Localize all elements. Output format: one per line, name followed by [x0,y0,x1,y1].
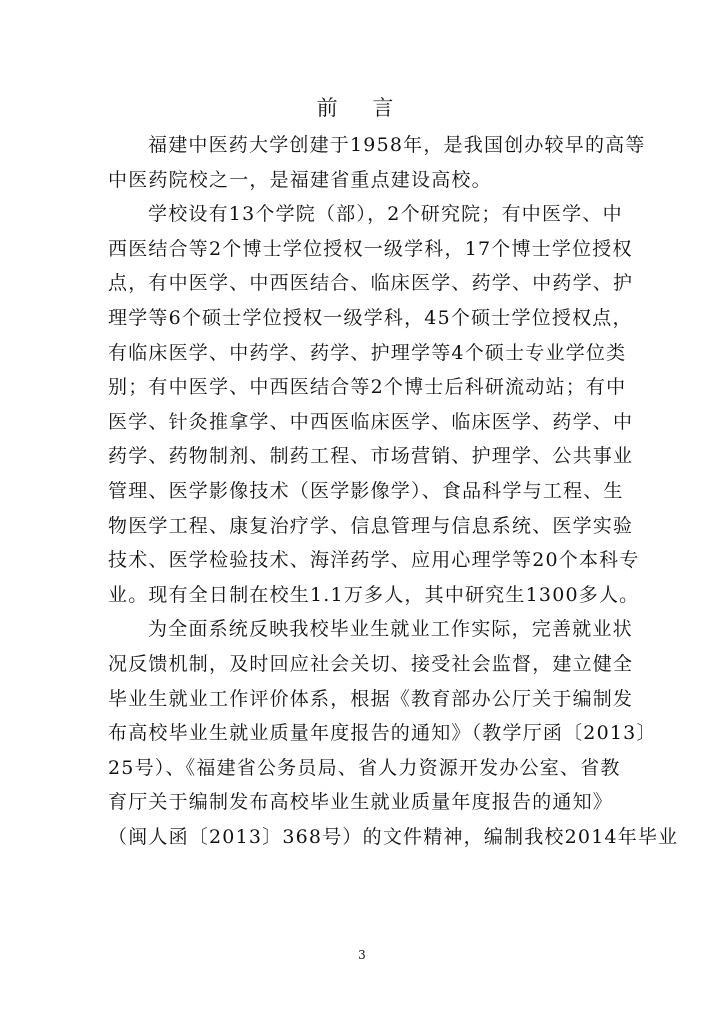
paragraph-line: 理学等6个硕士学位授权一级学科，45个硕士学位授权点， [108,306,633,329]
paragraph-line: 西医结合等2个博士学位授权一级学科，17个博士学位授权 [108,237,633,260]
page-number: 3 [358,948,366,962]
paragraph-line: 物医学工程、康复治疗学、信息管理与信息系统、医学实验 [108,514,634,537]
paragraph-line: 中医药院校之一，是福建省重点建设高校。 [108,168,492,191]
paragraph-line: 管理、医学影像技术（医学影像学）、食品科学与工程、生 [108,479,624,502]
paragraph-line: 别；有中医学、中西医结合等2个博士后科研流动站；有中 [108,376,627,399]
paragraph-line: 福建中医药大学创建于1958年，是我国创办较早的高等 [148,134,646,156]
page-title: 前 言 [316,96,408,120]
paragraph-line: 学校设有13个学院（部），2个研究院；有中医学、中 [148,203,623,226]
paragraph-line: 育厅关于编制发布高校毕业生就业质量年度报告的通知》 [108,791,614,814]
paragraph-line: 业。现有全日制在校生1.1万多人，其中研究生1300多人。 [108,583,640,606]
paragraph-line: 为全面系统反映我校毕业生就业工作实际，完善就业状 [148,618,633,641]
paragraph-line: 医学、针灸推拿学、中西医临床医学、临床医学、药学、中 [108,410,634,433]
paragraph-line: （闽人函〔2013〕368号）的文件精神，编制我校2014年毕业 [108,825,679,848]
paragraph-line: 布高校毕业生就业质量年度报告的通知》（教学厅函〔2013〕 [108,722,657,745]
paragraph-line: 技术、医学检验技术、海洋药学、应用心理学等20个本科专 [108,549,640,572]
body-text [108,128,679,854]
paragraph-line: 25号）、《福建省公务员局、省人力资源开发办公室、省教 [108,756,621,779]
paragraph-line: 点，有中医学、中西医结合、临床医学、药学、中药学、护 [108,272,634,295]
paragraph-line: 毕业生就业工作评价体系，根据《教育部办公厅关于编制发 [108,687,634,710]
paragraph-line: 药学、药物制剂、制药工程、市场营销、护理学、公共事业 [108,445,634,468]
paragraph-line: 况反馈机制，及时回应社会关切、接受社会监督，建立健全 [108,652,634,675]
paragraph-line: 有临床医学、中药学、药学、护理学等4个硕士专业学位类 [108,341,627,364]
